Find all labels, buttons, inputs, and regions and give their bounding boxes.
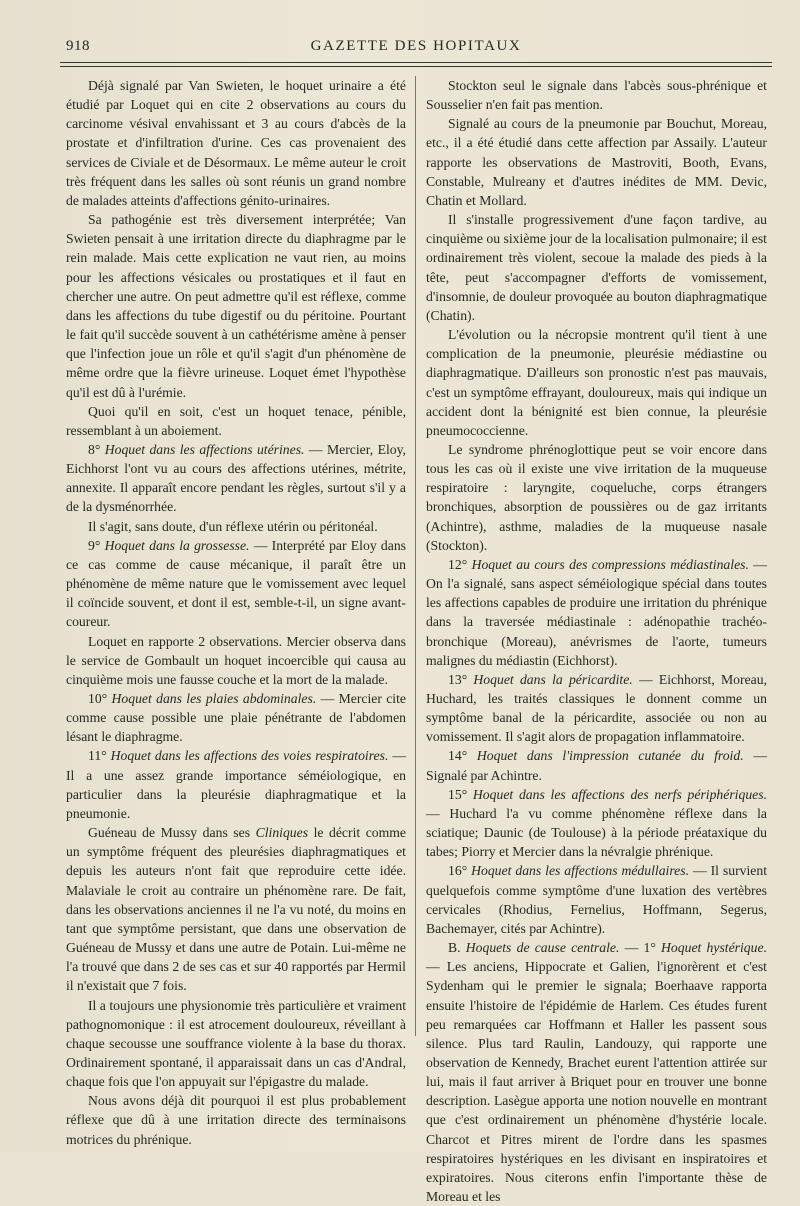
text-run: — Interprété par Eloy dans ce cas comme de cause mécanique, il paraît être un phénomène de même nature que le vomissement avec lequel il coïncide souvent, et dont il est, semble-t-il, un signe avant-coureur.: [66, 537, 406, 630]
text-run: Nous avons déjà dit pourquoi il est plus probablement réflexe que dû à une irritation directe des terminaisons motrices du phrénique.: [66, 1093, 406, 1147]
text-run: — Huchard l'a vu comme phénomène réflexe dans la sciatique; Daunic (de Toulouse) à la période préataxique du tabes; Piorry et Mercier dans la névralgie phrénique.: [426, 805, 767, 860]
text-run: 9°: [88, 537, 105, 553]
italic-heading: Hoquet dans les affections des voies respiratoires.: [110, 748, 389, 764]
paragraph: [426, 440, 767, 555]
header-rule-bottom: [60, 66, 772, 67]
text-run: — Les anciens, Hippocrate et Galien, l'ignorèrent et c'est Sydenham qui le premier le signala; Boerhaave rapporta ensuite l'histoire de l'épidémie de Harlem. Ces études furent peu remarquées car Hoffmann et Haller les passent sous silence. Plus tard Raulin, Landouzy, qui rapporte une observation de Kennedy, Brachet eurent l'attention attirée sur lui, mais il faut arriver à Briquet pour en trouver une bonne description. Lasègue apporta une notion nouvelle en montrant que c'est ordinairement un phénomène d'hystérie locale. Charcot et Pitres mirent de l'ordre dans les spasmes respiratoires hystériques en les divisant en inspiratoires et expiratoires. Nous citerons enfin l'importante thèse de Moreau et les: [426, 959, 767, 1205]
text-run: Il s'installe progressivement d'une façon tardive, au cinquième ou sixième jour de la localisation pulmonaire; il est ordinairement très violent, secoue la malade des pieds à la tête, peut s'accompagner d'efforts de vomissement, d'insomnie, de douleur provoquée au bouton diaphragmatique (Chatin).: [426, 212, 767, 323]
text-run: Il a toujours une physionomie très particulière et vraiment pathognomonique : il est atrocement douloureux, réveillant à chaque secousse une souffrance violente à la base du thorax. Ordinairement spontané, il apparaissait dans un cas d'Andral, chaque fois que l'on appuyait sur l'épigastre du malade.: [66, 997, 406, 1090]
text-run: Signalé au cours de la pneumonie par Bouchut, Moreau, etc., il a été étudié dans cette affection par Assaily. L'auteur rapporte les observations de Mastroviti, Booth, Evans, Constable, Mulreany et d'autres inédites de MM. Devic, Chatin et Mollard.: [426, 116, 767, 208]
left-column: [66, 76, 406, 1149]
italic-heading: Hoquet dans les plaies abdominales.: [111, 691, 317, 706]
page-number: 918: [66, 38, 90, 54]
text-run: B.: [448, 940, 466, 956]
paragraph: [426, 555, 767, 670]
paragraph: [66, 823, 406, 995]
text-run: — Il a une assez grande importance séméiologique, en particulier dans la pleurésie diaphragmatique et la pneumonie.: [66, 748, 407, 821]
paragraph: [66, 76, 406, 210]
text-run: Il s'agit, sans doute, d'un réflexe utérin ou péritonéal.: [88, 518, 378, 534]
text-run: 10°: [88, 691, 112, 706]
paragraph: [66, 996, 406, 1092]
paragraph: [426, 670, 767, 747]
paragraph: [426, 210, 767, 325]
text-run: Loquet en rapporte 2 observations. Mercier observa dans le service de Gombault un hoquet incoercible qui causa au cinquième mois une fausse couche et la mort de la malade.: [66, 633, 406, 687]
text-run: Déjà signalé par Van Swieten, le hoquet urinaire a été étudié par Loquet qui en cite 2 observations au cours du carcinome vésival envahissant et 3 au cours d'abcès de la prostate et d'infiltration d'urine. Ces cas provenaient des services de Civiale et de Désormaux. Le même auteur le croit très fréquent dans les salles où sont réunis un grand nombre de malades atteints d'affections génito-urinaires.: [66, 78, 406, 208]
paragraph: [66, 517, 406, 536]
paragraph: [426, 114, 767, 210]
italic-heading: Hoquet hystérique.: [661, 940, 767, 956]
italic-heading: Hoquet dans la péricardite.: [473, 671, 633, 687]
text-run: — Mercier cite comme cause possible une plaie pénétrante de l'abdomen lésant le diaphragme.: [66, 691, 406, 745]
italic-heading: Hoquets de cause centrale.: [465, 940, 620, 956]
paragraph: [426, 325, 767, 440]
italic-heading: Hoquet dans les affections des nerfs périphériques.: [472, 786, 767, 802]
italic-heading: Cliniques: [255, 825, 309, 841]
text-run: — Mercier, Eloy, Eichhorst l'ont vu au cours des affections utérines, métrite, annexite. Il apparaît encore pendant les règles, surtout s'il y a de la dysménorrhée.: [66, 441, 406, 515]
paragraph: [66, 402, 406, 440]
text-run: L'évolution ou la nécropsie montrent qu'il tient à une complication de la pneumonie, pleurésie médiastine ou diaphragmatique. D'ailleurs son pronostic n'est pas mauvais, c'est un symptôme effrayant, douloureux, mais qui indique un accident dont la bénignité est bien connue, la pleurésie pneumococcienne.: [426, 327, 767, 438]
header-rule-top: [60, 62, 772, 63]
italic-heading: Hoquet au cours des compressions médiastinales.: [471, 556, 749, 572]
italic-heading: Hoquet dans les affections utérines.: [104, 441, 305, 457]
text-run: — Eichhorst, Moreau, Huchard, les traités classiques le donnent comme un symptôme banal de la péricardite, associée ou non au vomissement. Il s'agit alors de propagation inflammatoire.: [426, 671, 768, 745]
text-run: le décrit comme un symptôme fréquent des pleurésies diaphragmatiques et depuis les auteurs n'ont fait que reproduire cette idée. Malaviale le croit au contraire un phénomène rare. De fait, dans les observations anciennes il ne l'a vu noté, du moins en tant que symptôme persistant, que dans une observation de Guéneau de Mussy et dans une autre de Potain. Lui-même ne l'a trouvé que dans 2 de ses cas et sur 40 rapportés par Hermil il n'existait que 7 fois.: [66, 825, 406, 994]
paragraph: [426, 785, 767, 862]
paragraph: [66, 689, 406, 746]
paragraph: [426, 861, 767, 938]
text-run: 15°: [448, 786, 473, 802]
paragraph: [66, 746, 406, 823]
text-run: 14°: [448, 748, 477, 764]
paragraph: [426, 76, 767, 114]
text-run: 12°: [448, 556, 472, 572]
paragraph: [426, 746, 767, 784]
text-run: — Il survient quelquefois comme symptôme d'une luxation des vertèbres cervicales (Rhodius, Fernelius, Hoffmann, Segerus, Bachemayer, cités par Achintre).: [426, 863, 767, 936]
text-run: 13°: [448, 671, 474, 687]
text-run: Sa pathogénie est très diversement interprétée; Van Swieten pensait à une irritation directe du diaphragme par le rein malade. Mais cette explication ne vaut rien, au moins pour les affections vésicales ou prostatiques et il faut en chercher une autre. On peut admettre qu'il est réflexe, comme dans les affections du tube digestif ou du péritoine. Pourtant le fait qu'il succède souvent à un cathétérisme amène à penser que l'infection joue un rôle et qu'il s'agit d'un phénomène de même ordre que la fièvre urineuse. Loquet émet l'hypothèse qu'il est dû à l'urémie.: [66, 212, 406, 400]
italic-heading: Hoquet dans la grossesse.: [104, 537, 250, 553]
right-column: [426, 76, 767, 1206]
text-run: 11°: [88, 748, 111, 764]
text-run: Stockton seul le signale dans l'abcès sous-phrénique et Sousselier n'en fait pas mention.: [426, 78, 767, 113]
paragraph: [66, 536, 406, 632]
paragraph: [66, 440, 406, 517]
paragraph: [66, 210, 406, 402]
page-title: GAZETTE DES HOPITAUX: [310, 38, 522, 54]
page-header: [66, 38, 766, 62]
text-run: — On l'a signalé, sans aspect séméiologique spécial dans toutes les affections capables de produire une irritation du phrénique dans la traversée médiastinale : adénopathie trachéo-bronchique (Moreau), anévrismes de l'aorte, tumeurs malignes du médiastin (Eichhorst).: [426, 556, 767, 668]
italic-heading: Hoquet dans l'impression cutanée du froid.: [476, 748, 744, 764]
paragraph: [66, 1091, 406, 1148]
text-run: — Signalé par Achintre.: [426, 748, 768, 783]
text-run: 16°: [448, 863, 472, 879]
text-run: Le syndrome phrénoglottique peut se voir encore dans tous les cas où il existe une vive irritation de la muqueuse respiratoire : laryngite, coqueluche, corps étrangers bronchiques, absorption de poussières ou de gaz irritants (Achintre), asthme, maladies de la muqueuse nasale (Stockton).: [426, 441, 767, 553]
text-run: 8°: [88, 441, 105, 457]
text-run: Guéneau de Mussy dans ses: [88, 825, 256, 841]
paragraph: [66, 632, 406, 689]
column-divider: [415, 76, 416, 1036]
italic-heading: Hoquet dans les affections médullaires.: [471, 863, 690, 879]
text-run: — 1°: [619, 940, 662, 956]
text-run: Quoi qu'il en soit, c'est un hoquet tenace, pénible, ressemblant à un aboiement.: [66, 403, 406, 438]
paragraph: [426, 938, 767, 1206]
